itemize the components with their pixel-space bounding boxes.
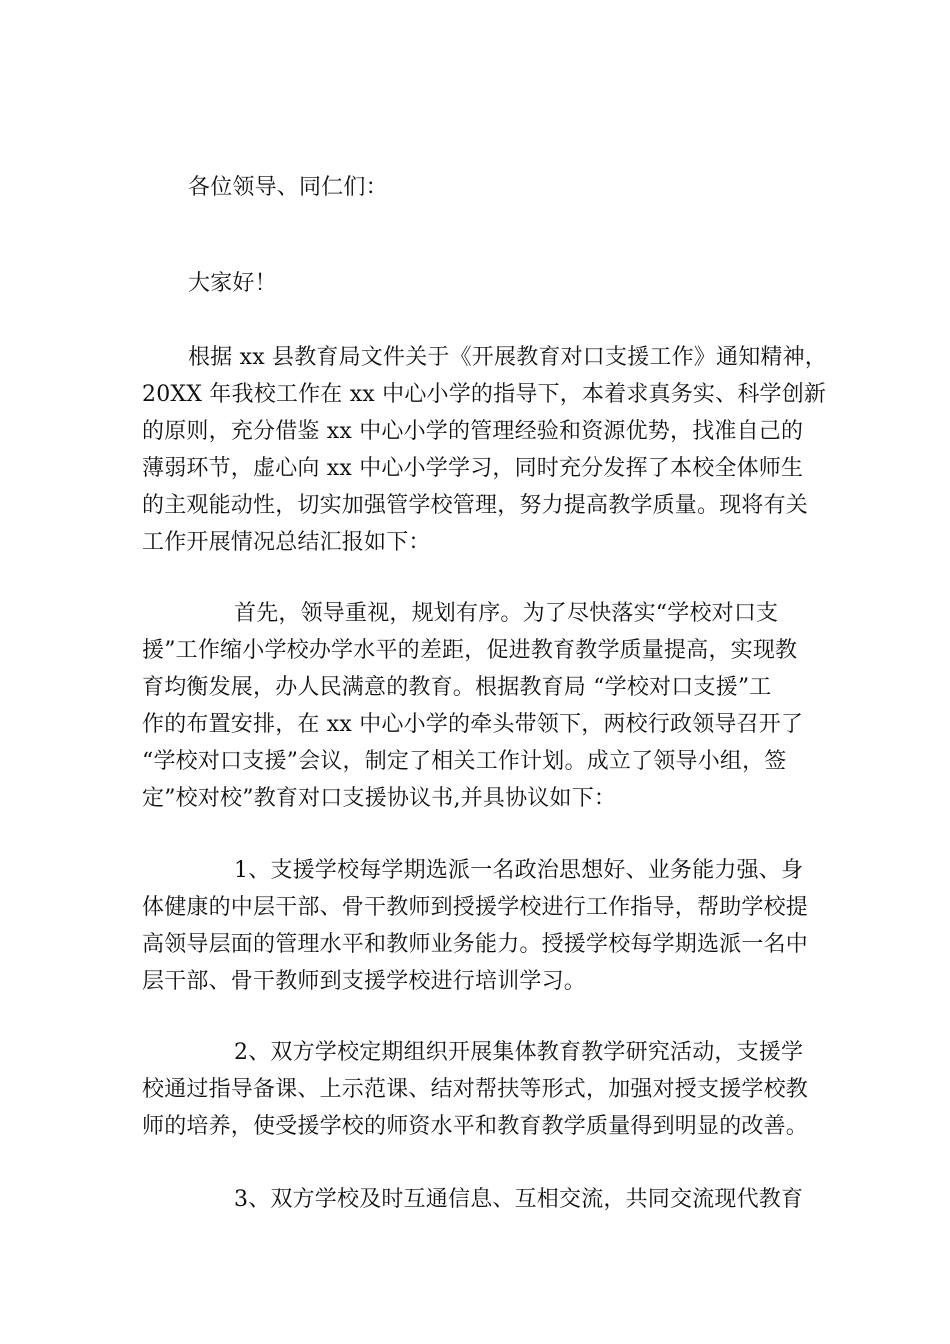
paragraph-line: 20XX 年我校工作在 xx 中心小学的指导下，本着求真务实、科学创新 — [142, 382, 827, 407]
paragraph-line: 工作开展情况总结汇报如下： — [142, 530, 431, 555]
paragraph-line: 的原则，充分借鉴 xx 中心小学的管理经验和资源优势，找准自己的 — [142, 419, 804, 444]
paragraph-line: 育均衡发展，办人民满意的教育。根据教育局 “学校对口支援”工 — [142, 675, 772, 700]
paragraph-line: 薄弱环节，虚心向 xx 中心小学学习，同时充分发挥了本校全体师生 — [142, 456, 804, 481]
paragraph-line: 校通过指导备课、上示范课、结对帮扶等形式，加强对授支援学校教 — [142, 1077, 809, 1102]
paragraph-line: 援”工作缩小学校办学水平的差距，促进教育教学质量提高，实现教 — [142, 638, 798, 663]
paragraph-line: 首先，领导重视，规划有序。为了尽快落实“学校对口支 — [234, 601, 779, 626]
paragraph-line: 高领导层面的管理水平和教师业务能力。授援学校每学期选派一名中 — [142, 932, 809, 957]
paragraph-line: 1、支援学校每学期选派一名政治思想好、业务能力强、身 — [234, 858, 804, 883]
paragraph-line: 作的布置安排，在 xx 中心小学的牵头带领下，两校行政领导召开了 — [142, 712, 804, 737]
greeting-text: 大家好！ — [188, 271, 277, 296]
paragraph-line: 体健康的中层干部、骨干教师到授援学校进行工作指导，帮助学校提 — [142, 895, 809, 920]
paragraph-line: 2、双方学校定期组织开展集体教育教学研究活动，支援学 — [234, 1040, 804, 1065]
paragraph-line: 根据 xx 县教育局文件关于《开展教育对口支援工作》通知精神， — [188, 345, 828, 370]
paragraph-line: 的主观能动性，切实加强管学校管理，努力提高教学质量。现将有关 — [142, 493, 809, 518]
paragraph-line: “学校对口支援”会议，制定了相关工作计划。成立了领导小组，签 — [142, 749, 787, 774]
paragraph-line: 3、双方学校及时互通信息、互相交流，共同交流现代教育 — [234, 1187, 804, 1212]
paragraph-line: 层干部、骨干教师到支援学校进行培训学习。 — [142, 969, 587, 994]
salutation-text: 各位领导、同仁们： — [188, 175, 388, 200]
paragraph-line: 定”校对校”教育对口支援协议书,并具协议如下： — [142, 786, 617, 811]
paragraph-line: 师的培养，使受援学校的师资水平和教育教学质量得到明显的改善。 — [142, 1114, 809, 1139]
